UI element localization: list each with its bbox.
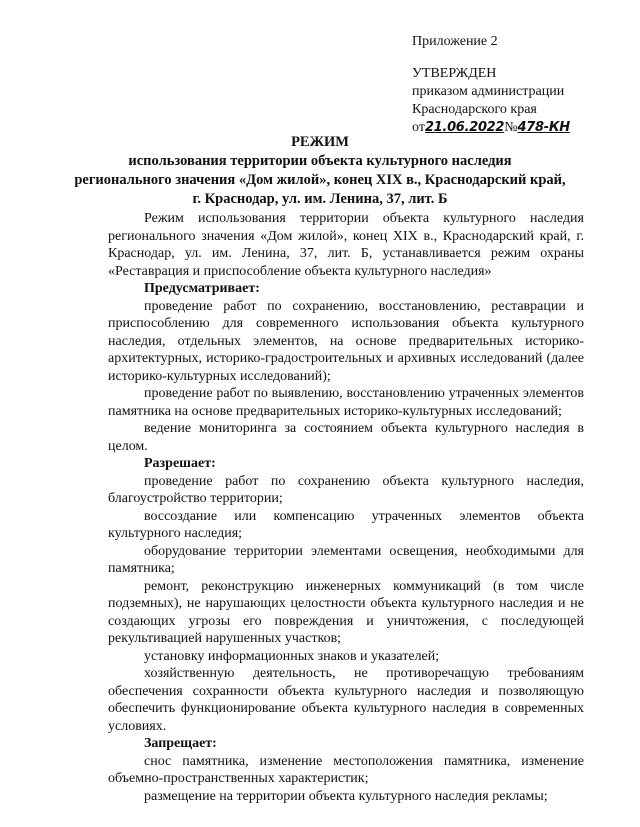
approval-line-2: Краснодарского края xyxy=(412,102,537,117)
allows-item: проведение работ по сохранению объекта культурного наследия, благоустройство территории; xyxy=(108,473,584,506)
handwritten-number: 478-КН xyxy=(517,120,570,135)
provides-item: проведение работ по сохранению, восстановлению, реставрации и приспособлению для современного использования объекта культурного наследия, отдельных элементов, на основе предварительных историко-архитектурных, историко-градостроительных и архивных исследований (далее историко-культурных исследований); xyxy=(108,298,584,384)
provides-item: ведение мониторинга за состоянием объекта культурного наследия в целом. xyxy=(108,421,584,454)
allows-item: хозяйственную деятельность, не противоречащую требованиям обеспечения сохранности объекта культурного наследия и позволяющую обеспечить функционирование объекта культурного наследия в современных условиях. xyxy=(108,666,584,734)
appendix-label: Приложение 2 xyxy=(412,34,498,49)
document-body xyxy=(108,210,584,805)
title-main: РЕЖИМ xyxy=(291,134,349,150)
intro-paragraph: Режим использования территории объекта культурного наследия регионального значения «Дом жилой», конец XIX в., Краснодарский край, г. Краснодар, ул. им. Ленина, 37, лит. Б, устанавливается режим охраны «Реставрация и приспособление объекта культурного наследия» xyxy=(108,211,584,279)
allows-item: установку информационных знаков и указателей; xyxy=(144,648,440,664)
allows-item: воссоздание или компенсацию утраченных элементов объекта культурного наследия; xyxy=(108,508,584,541)
forbids-heading: Запрещает: xyxy=(144,736,217,751)
allows-heading: Разрешает: xyxy=(144,456,216,471)
title-sub-3: г. Краснодар, ул. им. Ленина, 37, лит. Б xyxy=(192,191,448,207)
forbids-item: размещение на территории объекта культурного наследия рекламы; xyxy=(144,788,548,804)
document-title xyxy=(0,133,640,209)
title-sub-1: использования территории объекта культурного наследия xyxy=(128,153,512,169)
allows-item: оборудование территории элементами освещения, необходимыми для памятника; xyxy=(108,543,584,576)
approval-line-1: приказом администрации xyxy=(412,84,565,99)
approved-label: УТВЕРЖДЕН xyxy=(412,66,497,81)
date-prefix: от xyxy=(412,120,425,135)
provides-item: проведение работ по выявлению, восстановлению утраченных элементов памятника на основе предварительных историко-культурных исследований; xyxy=(108,386,584,419)
title-sub-2: регионального значения «Дом жилой», конец XIX в., Краснодарский край, xyxy=(74,172,566,188)
forbids-item: снос памятника, изменение местоположения памятника, изменение объемно-пространственных характеристик; xyxy=(108,753,584,786)
provides-heading: Предусматривает: xyxy=(144,281,260,296)
approval-block xyxy=(412,33,612,137)
number-prefix: № xyxy=(504,120,518,135)
allows-item: ремонт, реконструкцию инженерных коммуникаций (в том числе подземных), не нарушающих целостности объекта культурного наследия и не создающих угрозы его повреждения и уничтожения, с последующей рекультивацией нарушенных участков; xyxy=(108,578,584,646)
handwritten-date: 21.06.2022 xyxy=(424,120,505,135)
